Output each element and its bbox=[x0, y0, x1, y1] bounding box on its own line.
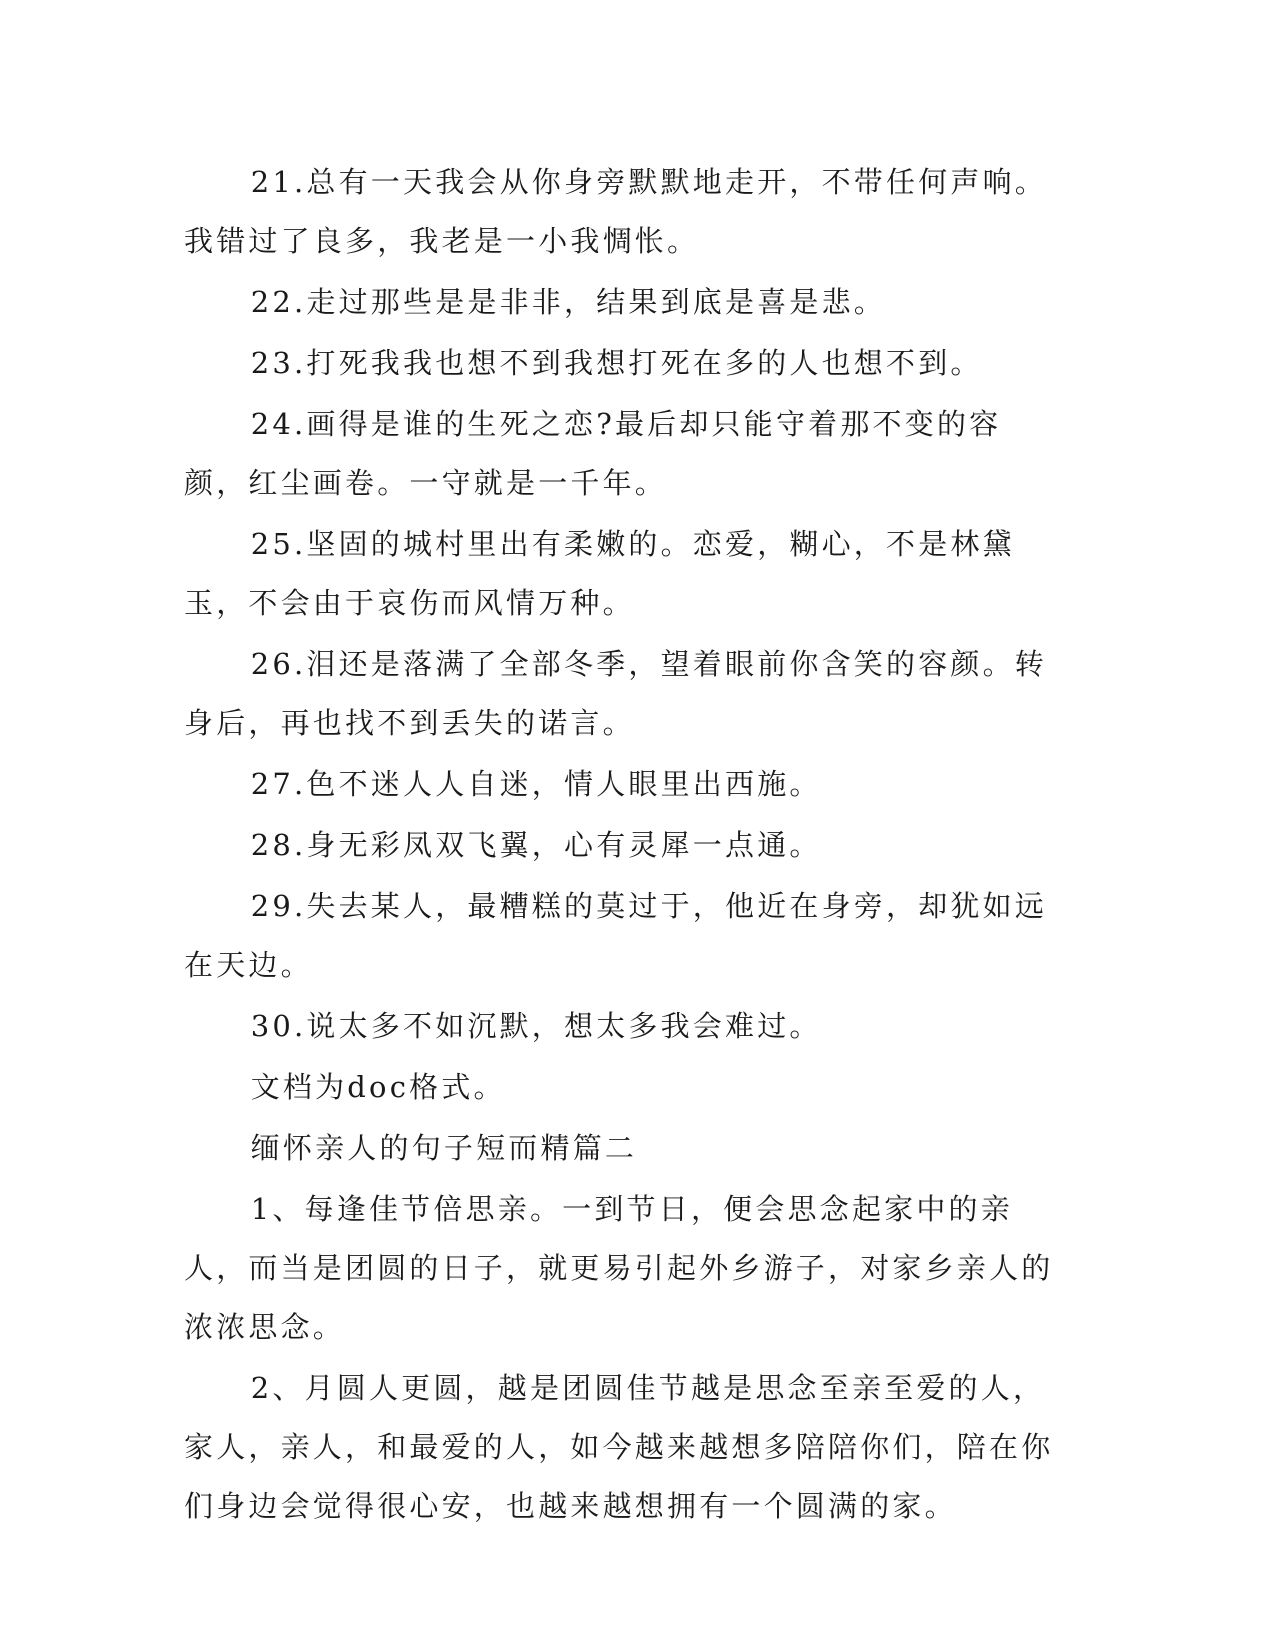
paragraph-30: 30.说太多不如沉默，想太多我会难过。 bbox=[250, 1009, 822, 1043]
paragraph-28: 28.身无彩凤双飞翼，心有灵犀一点通。 bbox=[250, 828, 822, 862]
paragraph-24: 24.画得是谁的生死之恋?最后却只能守着那不变的容颜，红尘画卷。一守就是一千年。 bbox=[184, 407, 1002, 500]
document-body bbox=[184, 153, 1064, 1538]
paragraph-26: 26.泪还是落满了全部冬季，望着眼前你含笑的容颜。转身后，再也找不到丢失的诺言。 bbox=[184, 647, 1048, 740]
paragraph-item-1: 1、每逢佳节倍思亲。一到节日，便会思念起家中的亲人，而当是团圆的日子，就更易引起外乡游子，对家乡亲人的浓浓思念。 bbox=[184, 1192, 1054, 1344]
paragraph-29: 29.失去某人，最糟糕的莫过于，他近在身旁，却犹如远在天边。 bbox=[184, 889, 1048, 982]
paragraph-22: 22.走过那些是是非非，结果到底是喜是悲。 bbox=[250, 285, 887, 319]
paragraph-23: 23.打死我我也想不到我想打死在多的人也想不到。 bbox=[250, 346, 983, 380]
paragraph-item-2: 2、月圆人更圆，越是团圆佳节越是思念至亲至爱的人，家人，亲人，和最爱的人，如今越来越想多陪陪你们，陪在你们身边会觉得很心安，也越来越想拥有一个圆满的家。 bbox=[184, 1371, 1054, 1523]
section-heading: 缅怀亲人的句子短而精篇二 bbox=[250, 1131, 638, 1165]
paragraph-27: 27.色不迷人人自迷，情人眼里出西施。 bbox=[250, 767, 822, 801]
format-note: 文档为doc格式。 bbox=[250, 1070, 506, 1104]
paragraph-21: 21.总有一天我会从你身旁默默地走开，不带任何声响。我错过了良多，我老是一小我惆怅。 bbox=[184, 165, 1048, 258]
paragraph-25: 25.坚固的城村里出有柔嫩的。恋爱，糊心，不是林黛玉，不会由于哀伤而风情万种。 bbox=[184, 527, 1015, 620]
